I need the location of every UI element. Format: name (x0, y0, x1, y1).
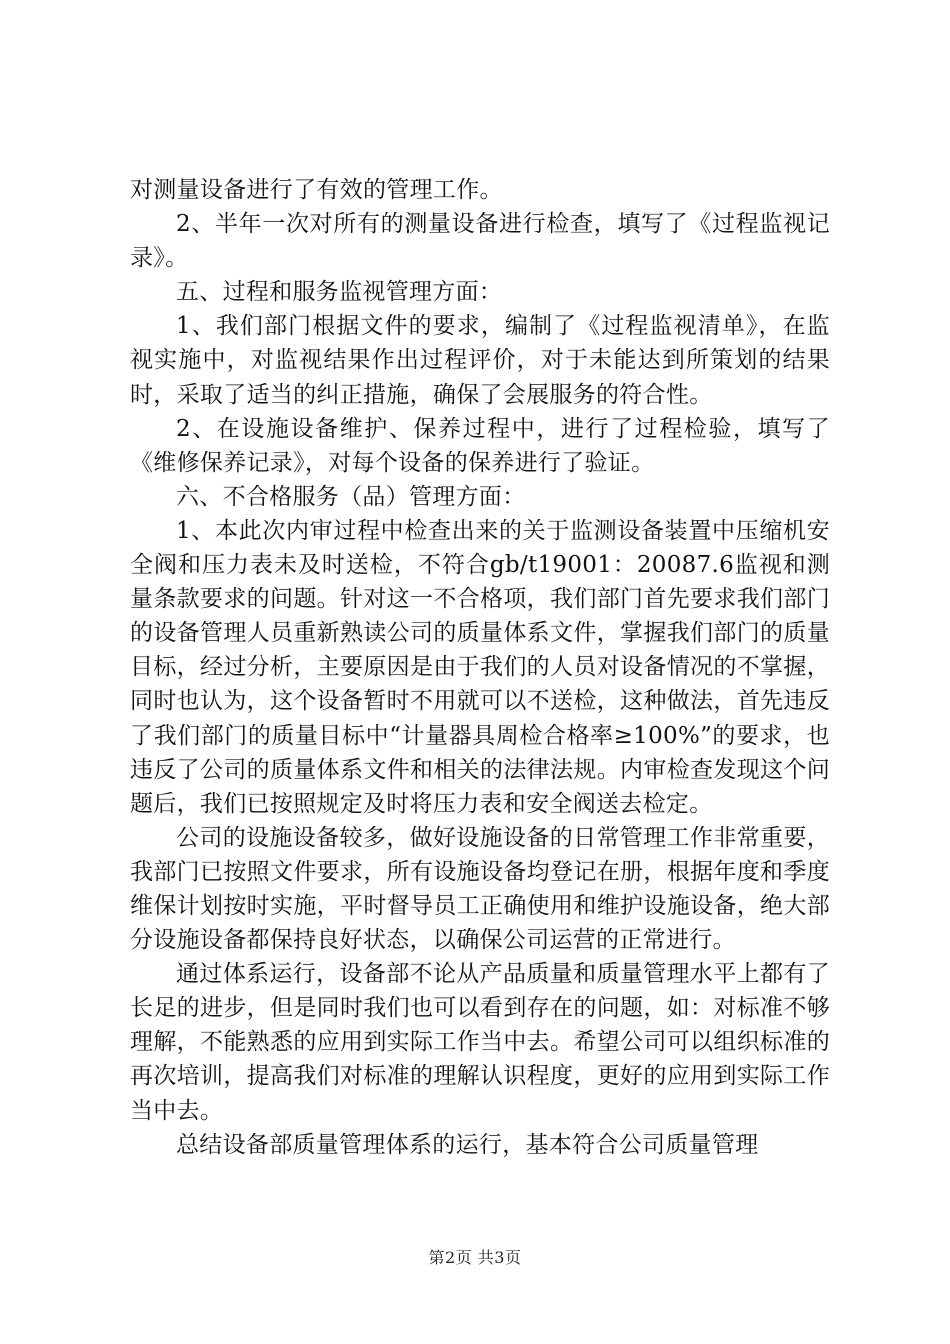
paragraph-item-2-maintenance: 2、在设施设备维护、保养过程中，进行了过程检验，填写了《维修保养记录》，对每个设备的保养进行了验证。 (130, 415, 830, 476)
paragraph-facility-management: 公司的设施设备较多，做好设施设备的日常管理工作非常重要，我部门已按照文件要求，所有设施设备均登记在册，根据年度和季度维保计划按时实施，平时督导员工正确使用和维护设施设备，绝大部分设施设备都保持良好状态，以确保公司运营的正常进行。 (130, 824, 830, 954)
paragraph-item-2-inspection: 2、半年一次对所有的测量设备进行检查，填写了《过程监视记录》。 (130, 211, 830, 272)
paragraph-continuation: 对测量设备进行了有效的管理工作。 (130, 177, 503, 203)
section-heading-6: 六、不合格服务（品）管理方面： (176, 483, 526, 510)
section-heading-5: 五、过程和服务监视管理方面： (176, 279, 503, 306)
paragraph-summary: 总结设备部质量管理体系的运行，基本符合公司质量管理 (176, 1131, 759, 1158)
page-number-footer: 第2页 共3页 (428, 1248, 522, 1267)
document-body (130, 173, 830, 1162)
paragraph-system-operation: 通过体系运行，设备部不论从产品质量和质量管理水平上都有了长足的进步，但是同时我们也可以看到存在的问题，如：对标准不够理解，不能熟悉的应用到实际工作当中去。希望公司可以组织标准的再次培训，提高我们对标准的理解认识程度，更好的应用到实际工作当中去。 (130, 961, 830, 1124)
paragraph-item-1-monitoring: 1、我们部门根据文件的要求，编制了《过程监视清单》，在监视实施中，对监视结果作出过程评价，对于未能达到所策划的结果时，采取了适当的纠正措施，确保了会展服务的符合性。 (130, 313, 830, 408)
paragraph-item-1-nonconformity: 1、本此次内审过程中检查出来的关于监测设备装置中压缩机安全阀和压力表未及时送检，不符合gb/t19001：20087.6监视和测量条款要求的问题。针对这一不合格项，我们部门首先要求我们部门的设备管理人员重新熟读公司的质量体系文件，掌握我们部门的质量目标，经过分析，主要原因是由于我们的人员对设备情况的不掌握，同时也认为，这个设备暂时不用就可以不送检，这种做法，首先违反了我们部门的质量目标中“计量器具周检合格率≥100%”的要求，也违反了公司的质量体系文件和相关的法律法规。内审检查发现这个问题后，我们已按照规定及时将压力表和安全阀送去检定。 (130, 517, 830, 817)
